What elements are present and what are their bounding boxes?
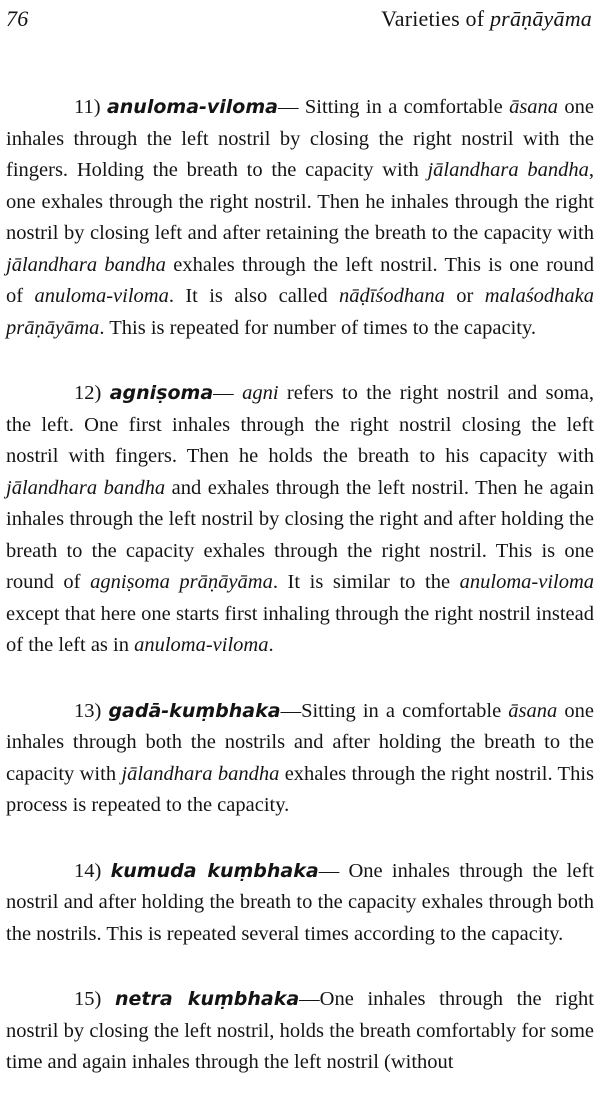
italic-term: āsana [509, 96, 559, 118]
italic-term: agni [242, 382, 279, 404]
italic-term: nāḍīśodhana [338, 285, 445, 307]
body-text: . It is also called [168, 285, 339, 307]
paragraph [6, 856, 594, 951]
item-number: 15) [74, 988, 102, 1010]
italic-term: anuloma-viloma [34, 285, 169, 307]
body-text: . This is repeated for number of times to the capacity. [99, 316, 537, 339]
pranayama-term: anuloma-viloma [106, 96, 278, 118]
item-number: 13) [74, 699, 102, 722]
body-text: except that here one starts first inhaling through the right nostril instead of the left as in [6, 602, 594, 656]
running-title-prefix: Varieties of [381, 6, 490, 31]
pranayama-term: netra kuṃbhaka [114, 988, 300, 1010]
italic-term: āsana [508, 699, 558, 722]
running-title [381, 4, 592, 34]
paragraph [6, 92, 594, 344]
italic-term: jālandhara bandha [427, 159, 589, 181]
body-text: one inhales through the left nostril by closing the right nostril with the fingers. Holding the breath to the capacity with [6, 96, 595, 181]
body-text: and exhales through the left nostril. Then he again inhales through the left nostril by closing the right and after holding the breath to the capacity exhales through the right nostril. This is one round of [6, 476, 594, 593]
italic-term: jālandhara bandha [6, 253, 166, 276]
paragraph [6, 984, 594, 1079]
body-text: one inhales through both the nostrils and after holding the breath to the capacity with [6, 699, 594, 785]
running-title-term: prāṇāyāma [489, 6, 592, 31]
italic-term: anuloma-viloma [134, 634, 269, 656]
body-text: —Sitting in a comfortable [280, 699, 509, 722]
italic-term: jālandhara bandha [121, 762, 280, 785]
item-number: 11) [74, 96, 101, 118]
body-text: — One inhales through the left nostril and after holding the breath to the capacity exhales through both the nostrils. This is repeated several times according to the capacity. [6, 859, 595, 945]
page-body [6, 92, 594, 1113]
italic-term: anuloma-viloma [459, 571, 595, 593]
italic-term: jālandhara bandha [6, 476, 166, 499]
pranayama-term: agniṣoma [109, 382, 214, 404]
item-number: 14) [74, 859, 102, 882]
page-number: 76 [6, 6, 29, 31]
paragraph [6, 378, 594, 662]
body-text: refers to the right nostril and soma, the left. One first inhales through the right nostril closing the left nostril with fingers. Then he holds the breath to his capacity with [6, 382, 594, 467]
italic-term: agniṣoma prāṇāyāma [90, 571, 273, 593]
body-text: — Sitting in a comfortable [277, 96, 510, 118]
body-text: — [213, 382, 243, 404]
pranayama-term: gadā-kuṃbhaka [108, 699, 281, 722]
item-number: 12) [74, 382, 102, 404]
italic-term: malaśodhaka prāṇāyāma [6, 285, 595, 339]
running-header [6, 4, 592, 34]
body-text: , one exhales through the right nostril. Then he inhales through the right nostril by closing left and after retaining the breath to the capacity with [6, 159, 594, 244]
body-text: —One inhales through the right nostril by closing the left nostril, holds the breath comfortably for some time and again inhales through the left nostril (without [6, 988, 594, 1073]
body-text: or [444, 285, 485, 307]
pranayama-term: kumuda kuṃbhaka [110, 859, 319, 882]
paragraph [6, 696, 594, 822]
body-text: . It is similar to the [272, 571, 460, 593]
body-text: . [268, 634, 274, 656]
body-text: exhales through the right nostril. This process is repeated to the capacity. [6, 762, 594, 816]
body-text: exhales through the left nostril. This is one round of [6, 253, 595, 307]
